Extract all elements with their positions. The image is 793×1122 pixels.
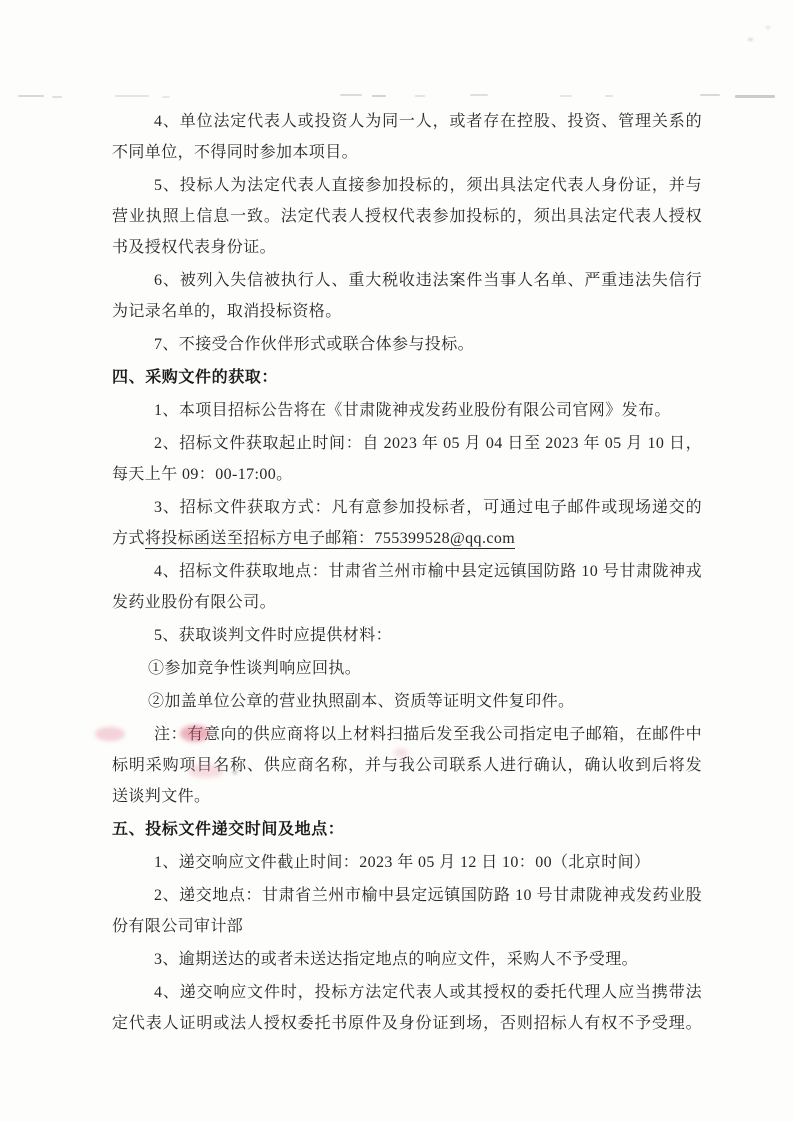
text-line: 四、采购文件的获取： — [112, 369, 279, 386]
text-line: 标明采购项目名称、供应商名称，并与我公司联系人进行确认，确认收到后将发 — [112, 757, 702, 774]
paragraph — [112, 329, 702, 360]
text-line: 2、递交地点：甘肃省兰州市榆中县定远镇国防路 10 号甘肃陇神戎发药业股 — [154, 887, 702, 904]
scan-noise-speck — [415, 95, 425, 97]
text-line: 2、招标文件获取起止时间：自 2023 年 05 月 04 日至 2023 年 05 月 10 日， — [154, 435, 702, 452]
scan-noise-speck — [340, 94, 362, 96]
paragraph — [112, 395, 702, 426]
section-heading — [112, 814, 702, 845]
paragraph — [112, 428, 702, 490]
scan-noise-speck — [560, 95, 572, 97]
scan-noise-speck — [372, 95, 386, 97]
paragraph — [112, 977, 702, 1039]
text-line: 为记录名单的，取消投标资格。 — [112, 303, 342, 320]
section-heading — [112, 362, 702, 393]
text-line: 3、招标文件获取方式：凡有意参加投标者，可通过电子邮件或现场递交的 — [154, 499, 702, 516]
text-line: 书及授权代表身份证。 — [112, 239, 277, 256]
scan-noise-speck — [700, 94, 720, 96]
text-line — [112, 523, 702, 554]
paragraph — [112, 556, 702, 618]
paragraph — [112, 719, 702, 812]
text-line: 3、逾期送达的或者未送达指定地点的响应文件，采购人不予受理。 — [154, 951, 639, 968]
paragraph — [112, 106, 702, 168]
paragraph — [112, 847, 702, 878]
scan-noise-speck — [52, 96, 62, 98]
text-line: ①参加竞争性谈判响应回执。 — [148, 660, 362, 677]
paragraph — [112, 653, 702, 684]
paragraph — [112, 265, 702, 327]
paragraph — [112, 880, 702, 942]
text-line: 定代表人证明或法人授权委托书原件及身份证到场，否则招标人有权不予受理。 — [112, 1015, 702, 1032]
text-line: 1、递交响应文件截止时间：2023 年 05 月 12 日 10：00（北京时间） — [154, 854, 651, 871]
text-line: 送谈判文件。 — [112, 788, 211, 805]
text-line: 1、本项目招标公告将在《甘肃陇神戎发药业股份有限公司官网》发布。 — [154, 402, 671, 419]
text-line: 不同单位，不得同时参加本项目。 — [112, 144, 359, 161]
scan-noise-speck — [470, 94, 488, 96]
scan-noise-speck — [18, 95, 44, 97]
scan-noise-speck — [748, 38, 753, 41]
text-line: 4、单位法定代表人或投资人为同一人，或者存在控股、投资、管理关系的 — [154, 113, 702, 130]
paragraph — [112, 686, 702, 717]
paragraph — [112, 620, 702, 651]
text-line: 5、投标人为法定代表人直接参加投标的，须出具法定代表人身份证，并与 — [154, 177, 702, 194]
paragraph — [112, 170, 702, 263]
text-line: 7、不接受合作伙伴形式或联合体参与投标。 — [154, 336, 475, 353]
paragraph — [112, 492, 702, 554]
text-line: 份有限公司审计部 — [112, 918, 244, 935]
scan-noise-speck — [605, 95, 613, 97]
text-line: 发药业股份有限公司。 — [112, 594, 277, 611]
text-line: 营业执照上信息一致。法定代表人授权代表参加投标的，须出具法定代表人授权 — [112, 208, 702, 225]
text-line: 4、招标文件获取地点：甘肃省兰州市榆中县定远镇国防路 10 号甘肃陇神戎 — [154, 563, 702, 580]
document-body — [112, 106, 702, 1039]
text-line: 五、投标文件递交时间及地点： — [112, 821, 345, 838]
scan-noise-speck — [735, 95, 775, 98]
text-line: 5、获取谈判文件时应提供材料： — [154, 627, 393, 644]
scan-noise-speck — [766, 26, 770, 29]
scan-noise-speck — [162, 96, 170, 98]
text-line: 4、递交响应文件时，投标方法定代表人或其授权的委托代理人应当携带法 — [154, 984, 702, 1001]
text-line: ②加盖单位公章的营业执照副本、资质等证明文件复印件。 — [148, 693, 575, 710]
underlined-email-text: 将投标函送至招标方电子邮箱：755399528@qq.com — [144, 530, 516, 547]
text-line: 6、被列入失信被执行人、重大税收违法案件当事人名单、严重违法失信行 — [154, 272, 702, 289]
text-line: 注：有意向的供应商将以上材料扫描后发至我公司指定电子邮箱，在邮件中 — [154, 726, 702, 743]
text-line: 每天上午 09：00-17:00。 — [112, 466, 293, 483]
scan-noise-speck — [115, 95, 149, 97]
paragraph — [112, 944, 702, 975]
text-segment: 方式 — [112, 530, 145, 547]
